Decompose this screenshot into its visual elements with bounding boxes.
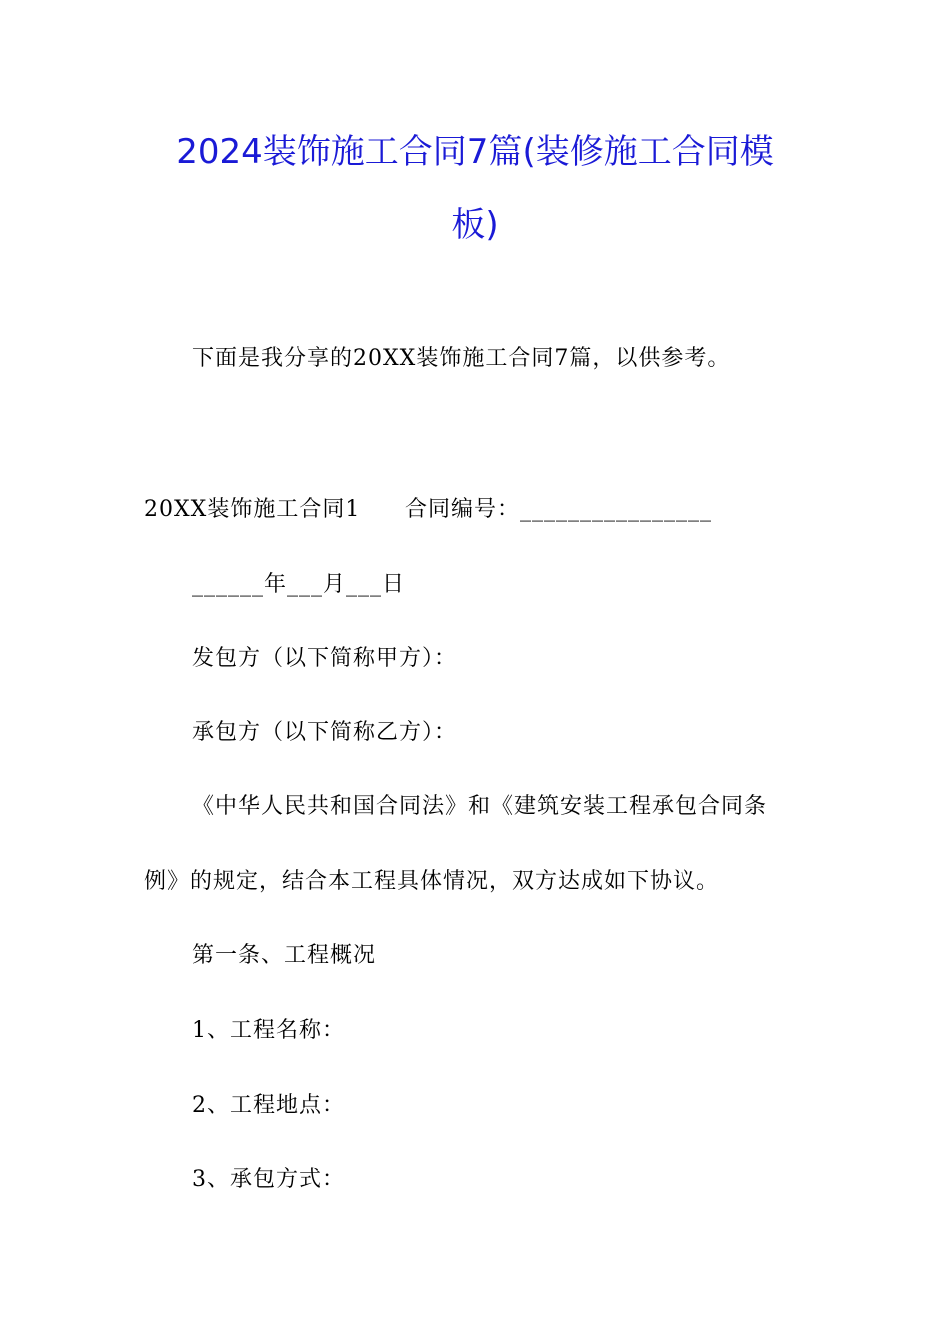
- date-line: ______年___月___日: [192, 572, 406, 597]
- article-1-heading: 第一条、工程概况: [192, 943, 377, 968]
- document-title-line2: 板): [451, 205, 499, 245]
- party-b-line: 承包方（以下简称乙方）：: [192, 720, 458, 745]
- item-2-project-location: 2、工程地点：: [192, 1093, 345, 1118]
- intro-paragraph: 下面是我分享的20XX装饰施工合同7篇，以供参考。: [192, 346, 731, 371]
- contract-number-field: 合同编号：________________: [405, 497, 713, 522]
- item-1-project-name: 1、工程名称：: [192, 1018, 345, 1043]
- document-title-line1: 2024装饰施工合同7篇(装修施工合同模: [176, 132, 774, 172]
- item-3-contract-method: 3、承包方式：: [192, 1167, 345, 1192]
- basis-paragraph-line1: 《中华人民共和国合同法》和《建筑安装工程承包合同条: [192, 794, 768, 819]
- contract-heading: 20XX装饰施工合同1: [144, 497, 361, 522]
- basis-paragraph-line2: 例》的规定，结合本工程具体情况，双方达成如下协议。: [144, 869, 720, 894]
- party-a-line: 发包方（以下简称甲方）：: [192, 646, 458, 671]
